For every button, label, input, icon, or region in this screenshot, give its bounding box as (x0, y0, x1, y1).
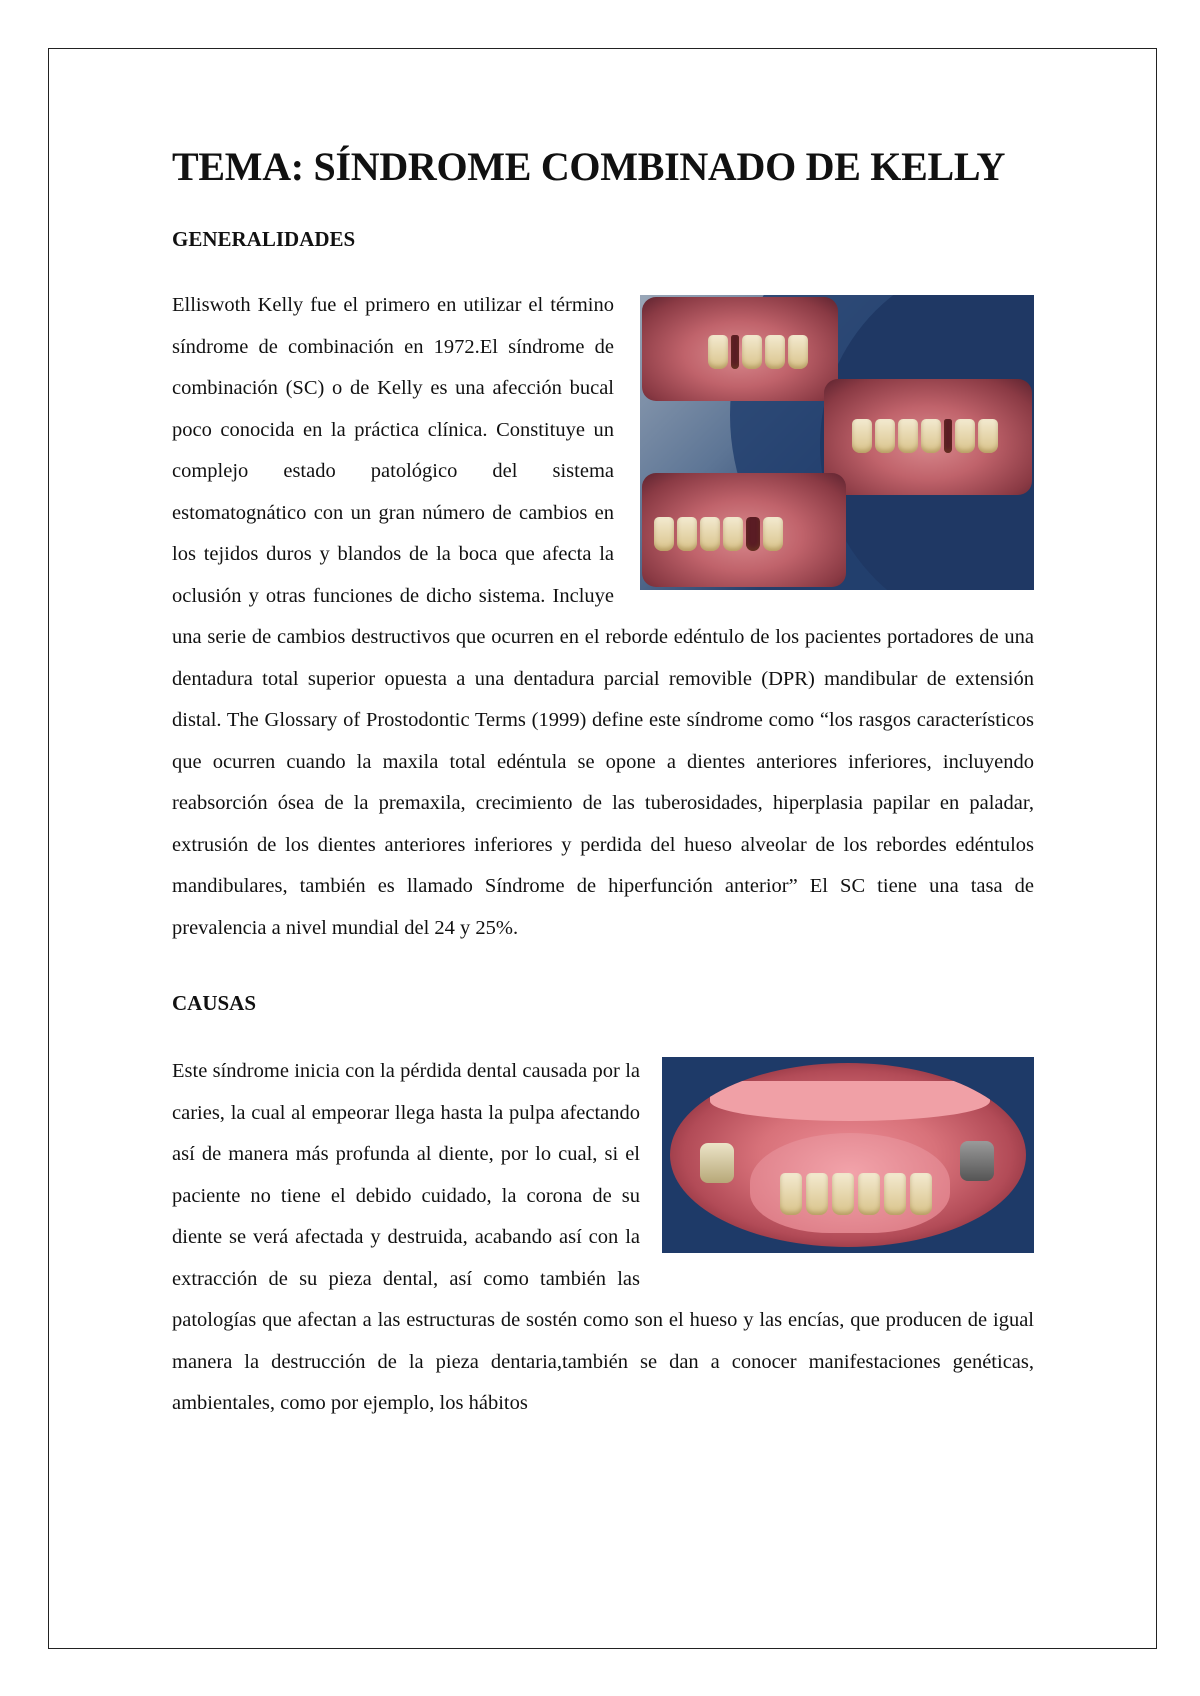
clinical-photo-open-mouth (662, 1057, 1034, 1253)
section-body-causas (172, 1051, 1034, 1425)
section-heading-generalidades: GENERALIDADES (172, 227, 356, 251)
clinical-photo-collage (640, 295, 1034, 590)
section-heading-causas: CAUSAS (172, 991, 257, 1015)
document-body (172, 135, 1034, 1425)
section-body-generalidades (172, 285, 1034, 949)
paragraph-generalidades: Elliswoth Kelly fue el primero en utilizar el término síndrome de combinación en 1972.El síndrome de combinación (SC) o de Kelly es una afección bucal poco conocida en la práctica clínica. Constituye un complejo estado patológico del sistema estomatognático con un gran número de cambios en los tejidos duros y blandos de la boca que afecta la oclusión y otras funciones de dicho sistema. Incluye una serie de cambios destructivos que ocurren en el reborde edéntulo de los pacientes portadores de una dentadura total superior opuesta a una dentadura parcial removible (DPR) mandibular de extensión distal. The Glossary of Prostodontic Terms (1999) define este síndrome como “los rasgos característicos que ocurren cuando la maxila total edéntula se opone a dientes anteriores inferiores, incluyendo reabsorción ósea de la premaxila, crecimiento de las tuberosidades, hiperplasia papilar en paladar, extrusión de los dientes anteriores inferiores y perdida del hueso alveolar de los rebordes edéntulos mandibulares, también es llamado Síndrome de hiperfunción anterior” El SC tiene una tasa de prevalencia a nivel mundial del 24 y 25%. (172, 294, 1034, 939)
clinical-photo-lower-left (642, 473, 846, 587)
document-title: TEMA: SÍNDROME COMBINADO DE KELLY (172, 144, 1006, 189)
clinical-photo-middle-right (824, 379, 1032, 495)
clinical-photo-upper-left (642, 297, 838, 401)
paragraph-causas: Este síndrome inicia con la pérdida dental causada por la caries, la cual al empeorar llega hasta la pulpa afectando así de manera más profunda al diente, por lo cual, si el paciente no tiene el debido cuidado, la corona de su diente se verá afectada y destruida, acabando así con la extracción de su pieza dental, así como también las patologías que afectan a las estructuras de sostén como son el hueso y las encías, que producen de igual manera la destrucción de la pieza dentaria,también se dan a conocer manifestaciones genéticas, ambientales, como por ejemplo, los hábitos (172, 1060, 1034, 1414)
